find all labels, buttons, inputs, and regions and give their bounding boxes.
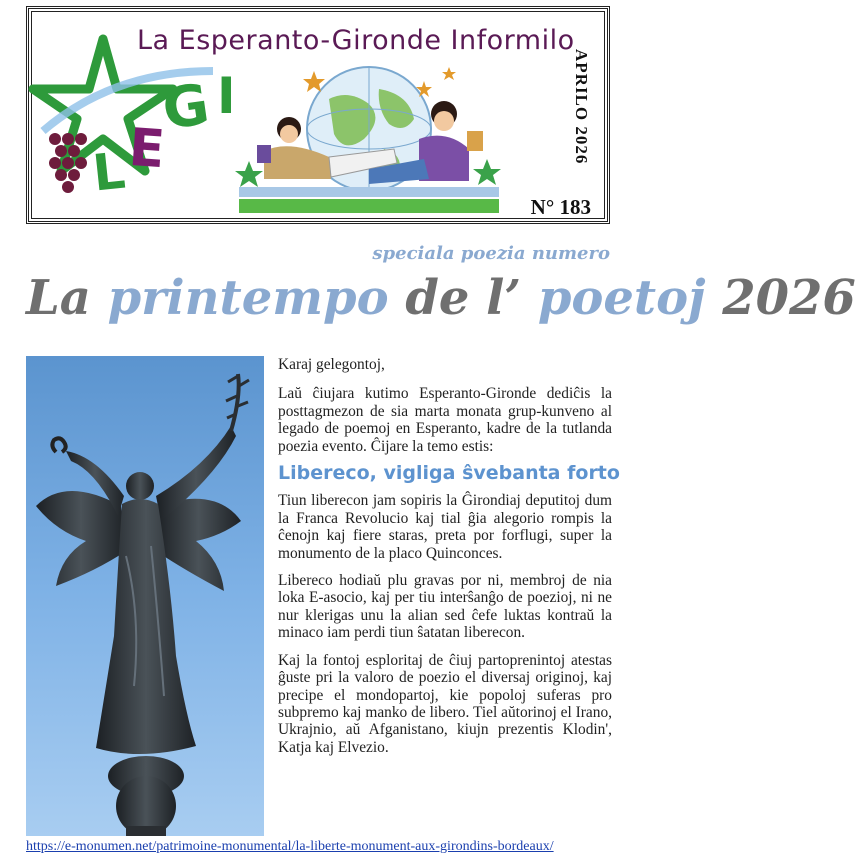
logo-letter-e: E — [126, 117, 167, 181]
masthead — [26, 6, 610, 224]
liberty-statue-photo — [26, 356, 264, 836]
logo-letter-g: G — [158, 72, 214, 143]
theme-heading: Libereco, vigliga ŝvebanta forto — [278, 462, 620, 485]
headline-part-year: 2026 — [705, 270, 856, 326]
statue-icon — [26, 356, 264, 836]
main-headline — [26, 270, 856, 326]
logo-letter-i: I — [217, 67, 236, 125]
headline-part-poetoj: poetoj — [537, 270, 706, 326]
article-paragraph-4: Kaj la fontoj esploritaj de ĉiuj partoprenintoj atestas ĝuste pri la valoro de poezio el diversaj originoj, kaj precipe el mondopartoj, kie popoloj suferas pro subpremo kaj manko de libero. Tiel aŭtorinoj el Irano, Ukrajnio, aŭ Afganistano, kiujn prezentis Klodin', Katja kaj Elvezio. — [278, 651, 612, 756]
logo-letter-l: L — [90, 141, 128, 203]
globe-readers-illustration — [219, 59, 519, 219]
source-link[interactable]: https://e-monumen.net/patrimoine-monumental/la-liberte-monument-aux-girondins-bordeaux/ — [26, 839, 554, 854]
issue-date: APRILO 2026 — [572, 49, 591, 165]
issue-number: N° 183 — [530, 195, 591, 219]
headline-part-de-l: de l’ — [388, 270, 538, 326]
headline-part-printempo: printempo — [107, 270, 389, 326]
article-paragraph-1: Laŭ ĉiujara kutimo Esperanto-Gironde dediĉis la posttagmezon de sia marta monata grup-kunveno al legado de poemoj en Esperanto, kadre de la tutlanda poezia evento. Ĉijare la temo estis: — [278, 385, 612, 455]
article-paragraph-3: Libereco hodiaŭ plu gravas por ni, membroj de nia loka E-asocio, kaj per tiu interŝanĝo de poezioj, ni ne nur klerigas unu la alian sed ĉefe luktas kontraŭ la minaco iam perdi tiun ŝatatan liberecon. — [278, 572, 612, 642]
grapes-icon — [49, 133, 87, 193]
newsletter-title: La Esperanto-Gironde Informilo — [137, 25, 575, 56]
headline-part-la: La — [26, 270, 108, 326]
issue-subtitle: speciala poezia numero — [372, 243, 610, 264]
greeting: Karaj gelegontoj, — [278, 356, 385, 373]
legi-logo — [33, 31, 236, 221]
article-paragraph-2: Tiun liberecon jam sopiris la Ĝirondiaj deputitoj dum la Franca Revolucio kaj tial ĝia alegorio rompis la ĉenojn kaj fiere staras, preta por forflugi, super la monumento de la placo Quinconces. — [278, 492, 612, 562]
article-body — [278, 356, 620, 766]
